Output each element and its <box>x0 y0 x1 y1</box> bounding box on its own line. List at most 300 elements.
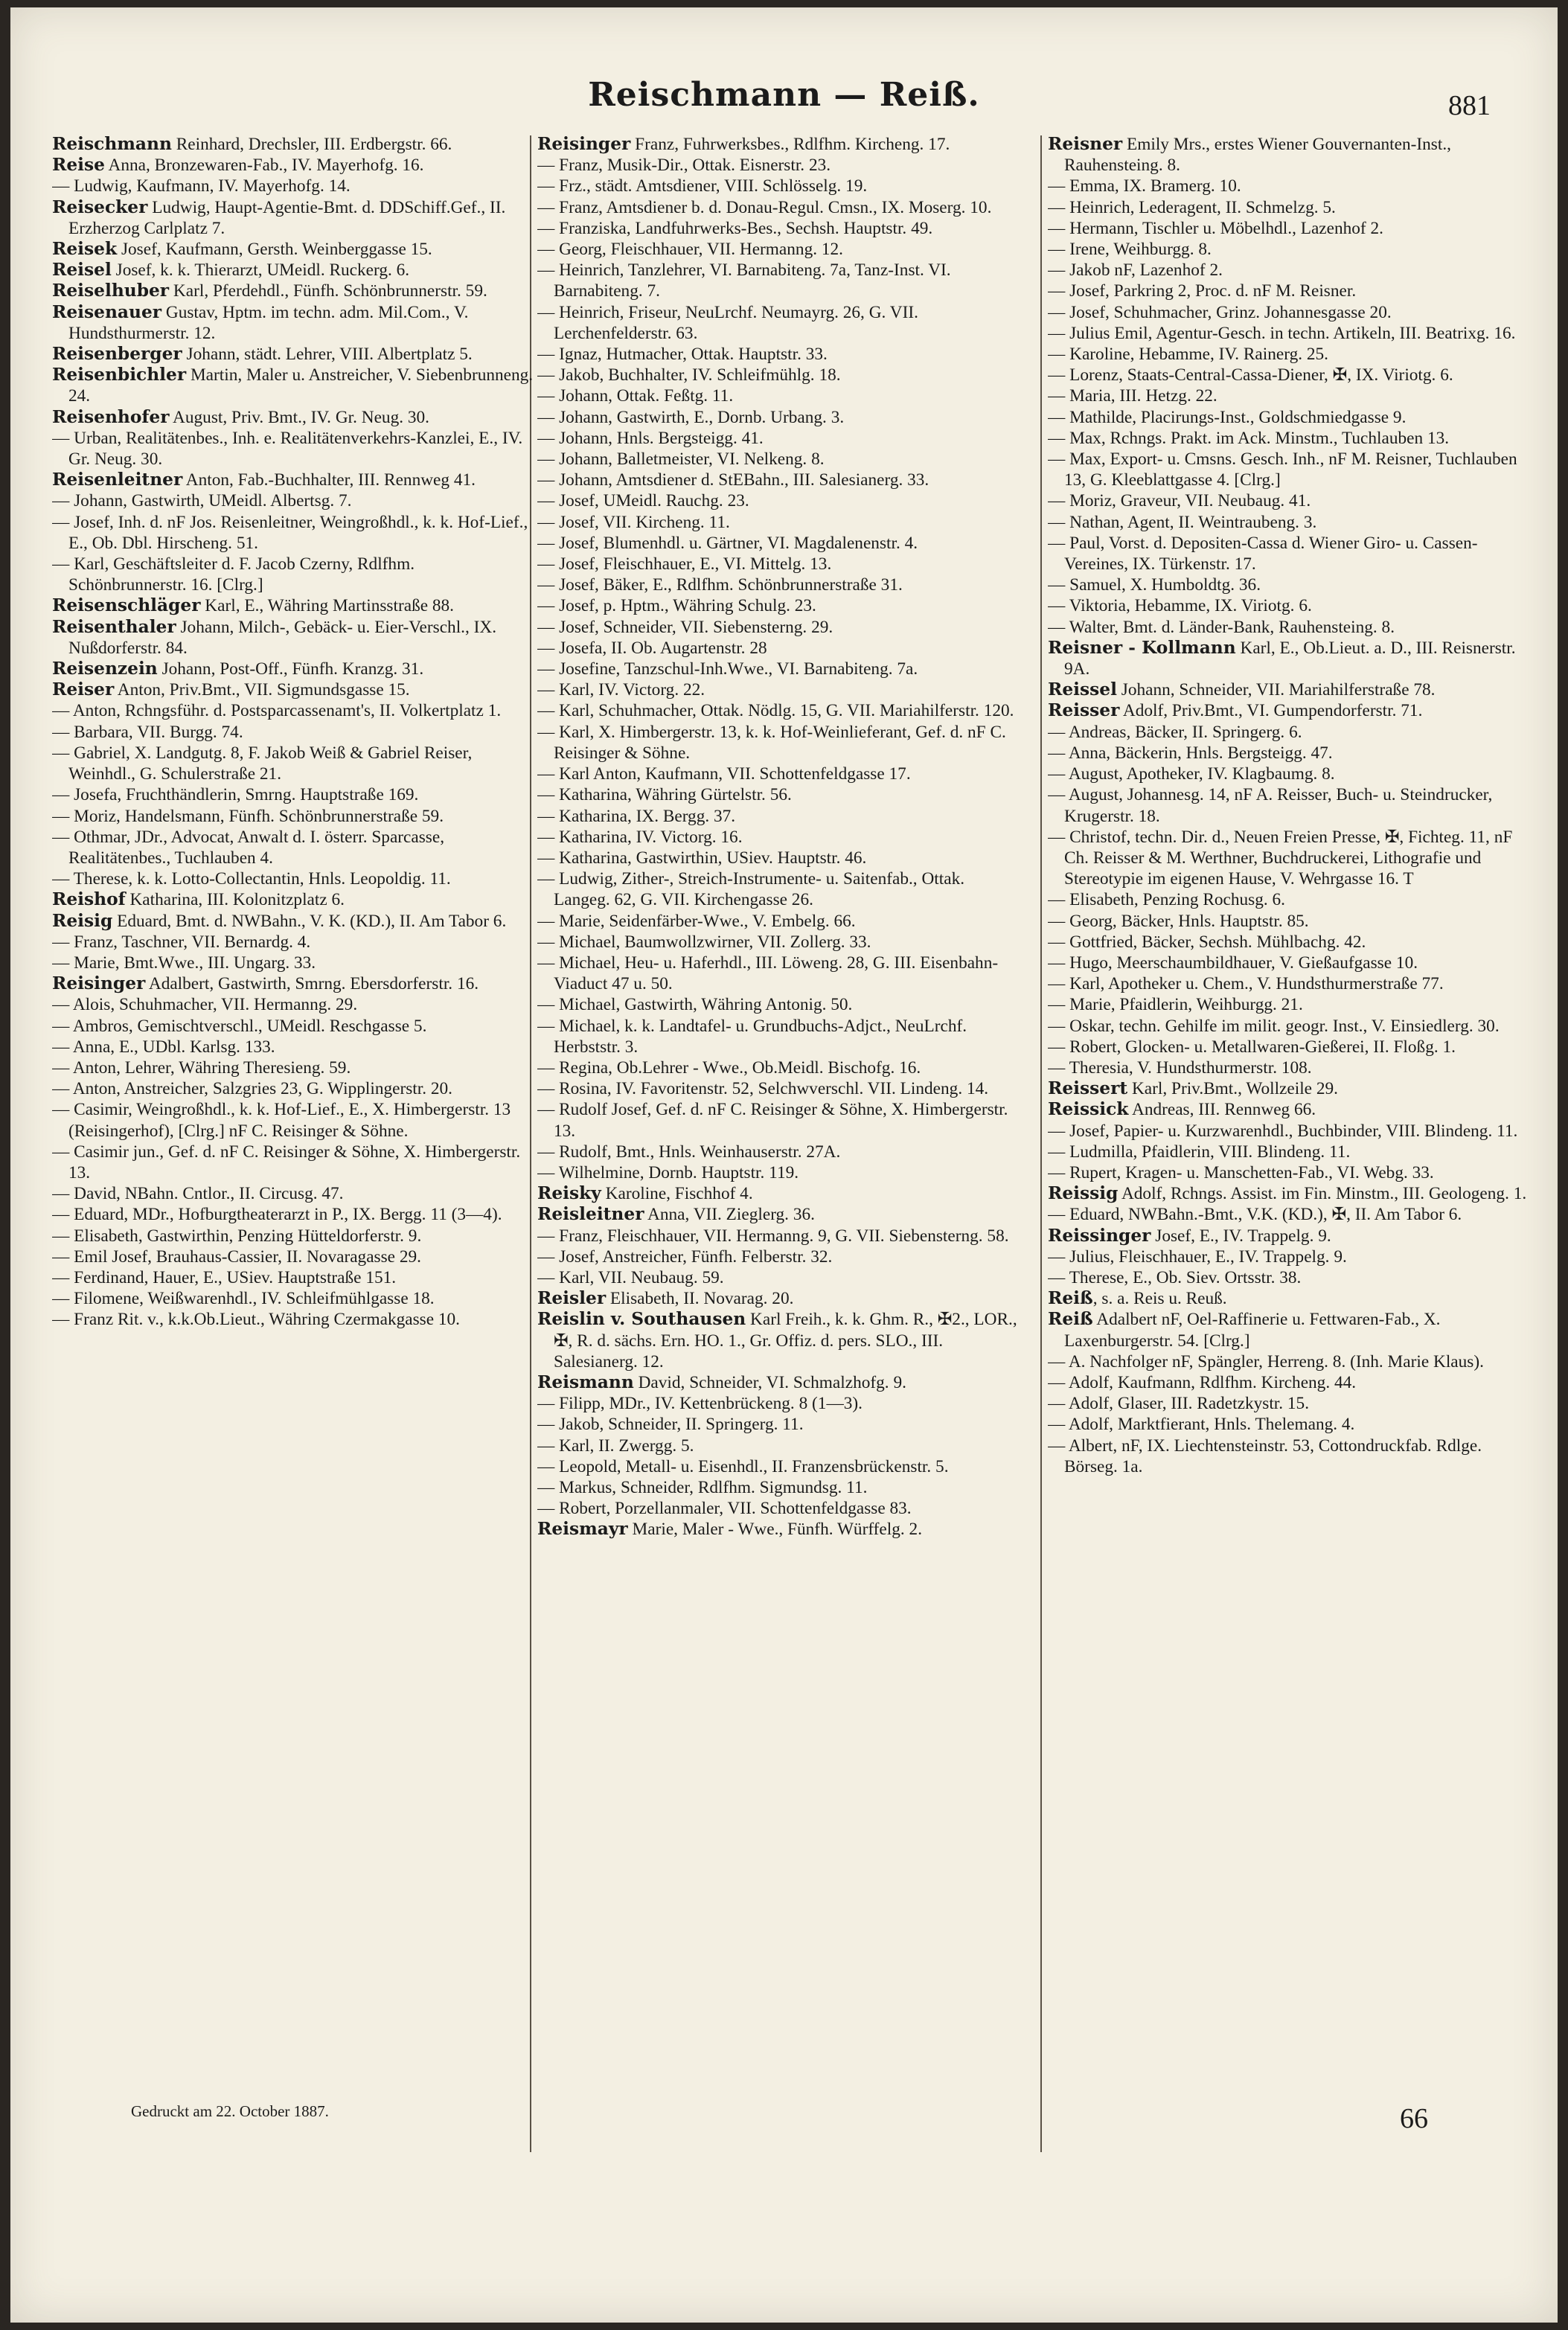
entry-surname: Reishof <box>52 889 126 910</box>
entry-surname: Reiselhuber <box>52 281 170 301</box>
directory-entry <box>537 490 1021 511</box>
directory-entry <box>537 176 1021 196</box>
directory-entry <box>537 1436 1021 1456</box>
directory-entry <box>52 470 536 490</box>
directory-entry <box>537 1226 1021 1246</box>
entry-details: — Josef, Anstreicher, Fünfh. Felberstr. 32. <box>537 1246 833 1267</box>
entry-details: — Katharina, IV. Victorg. 16. <box>537 827 743 847</box>
entry-details: — Ignaz, Hutmacher, Ottak. Hauptstr. 33. <box>537 345 828 365</box>
entry-details: Anton, Fab.-Buchhalter, III. Rennweg 41. <box>182 470 476 490</box>
entry-details: — Oskar, techn. Gehilfe im milit. geogr. Inst., V. Einsiedlerg. 30. <box>1048 1016 1500 1036</box>
directory-entry <box>52 490 536 511</box>
entry-surname: Reisig <box>52 910 113 931</box>
directory-entry <box>52 1037 536 1057</box>
directory-entry <box>1048 449 1532 490</box>
entry-details: — A. Nachfolger nF, Spängler, Herreng. 8. (Inh. Marie Klaus). <box>1048 1351 1484 1372</box>
entry-details: — Karl Anton, Kaufmann, VII. Schottenfeldgasse 17. <box>537 764 911 784</box>
directory-entry <box>537 385 1021 406</box>
entry-surname: Reiser <box>52 679 115 700</box>
directory-entry <box>1048 911 1532 932</box>
directory-entry <box>537 512 1021 533</box>
entry-details: — Georg, Bäcker, Hnls. Hauptstr. 85. <box>1048 911 1309 931</box>
entry-details: — Karl, Apotheker u. Chem., V. Hundsthurmerstraße 77. <box>1048 974 1444 994</box>
entry-details: Andreas, III. Rennweg 66. <box>1128 1100 1316 1120</box>
entry-surname: Reislin v. Southausen <box>537 1309 746 1330</box>
directory-entry <box>537 911 1021 932</box>
entry-details: — Eduard, NWBahn.-Bmt., V.K. (KD.), ✠, II. Am Tabor 6. <box>1048 1205 1462 1225</box>
entry-details: — Jakob nF, Lazenhof 2. <box>1048 260 1223 281</box>
directory-entry <box>537 1477 1021 1498</box>
directory-entry <box>52 1288 536 1309</box>
entry-details: — Filipp, MDr., IV. Kettenbrückeng. 8 (1—3). <box>537 1394 863 1414</box>
directory-entry <box>537 554 1021 575</box>
directory-entry <box>537 1246 1021 1267</box>
directory-entry <box>1048 281 1532 301</box>
entry-details: — Max, Export- u. Cmsns. Gesch. Inh., nF M. Reisner, Tuchlauben 13, G. Kleeblattgasse 4. [Clrg.] <box>1048 449 1517 490</box>
entry-details: — Johann, Amtsdiener d. StEBahn., III. Salesianerg. 33. <box>537 470 929 490</box>
directory-entry <box>52 302 536 344</box>
entry-surname: Reisenleitner <box>52 470 183 490</box>
entry-details: — Johann, Gastwirth, E., Dornb. Urbang. 3. <box>537 407 845 427</box>
directory-entry <box>1048 1309 1532 1351</box>
entry-details: — August, Apotheker, IV. Klagbaumg. 8. <box>1048 764 1335 784</box>
entry-details: — Josef, Schuhmacher, Grinz. Johannesgasse 20. <box>1048 302 1392 322</box>
directory-entry <box>52 994 536 1015</box>
directory-entry <box>537 428 1021 449</box>
directory-entry <box>52 784 536 805</box>
entry-details: — Max, Rchngs. Prakt. im Ack. Minstm., Tuchlauben 13. <box>1048 428 1450 448</box>
entry-details: — Josef, UMeidl. Rauchg. 23. <box>537 491 749 511</box>
directory-entry <box>1048 743 1532 764</box>
entry-details: Johann, Post-Off., Fünfh. Kranzg. 31. <box>157 659 424 679</box>
entry-details: — Karl, X. Himbergerstr. 13, k. k. Hof-Weinlieferant, Gef. d. nF C. Reisinger & Söhne. <box>537 722 1006 763</box>
entry-surname: Reisinger <box>537 134 631 154</box>
entry-details: Reinhard, Drechsler, III. Erdbergstr. 66. <box>171 135 452 154</box>
directory-entry <box>537 1204 1021 1225</box>
entry-surname: Reissel <box>1048 679 1117 700</box>
entry-details: — Karoline, Hebamme, IV. Rainerg. 25. <box>1048 345 1328 365</box>
directory-entry <box>52 911 536 932</box>
directory-entry <box>52 155 536 176</box>
directory-entry <box>1048 784 1532 826</box>
directory-entry <box>1048 827 1532 890</box>
entry-details: Eduard, Bmt. d. NWBahn., V. K. (KD.), II. Am Tabor 6. <box>112 911 507 931</box>
entry-details: Adolf, Priv.Bmt., VI. Gumpendorferstr. 71. <box>1119 701 1423 721</box>
entry-details: — Michael, Baumwollzwirner, VII. Zollerg. 33. <box>537 932 871 952</box>
entry-details: — Mathilde, Placirungs-Inst., Goldschmiedgasse 9. <box>1048 407 1407 427</box>
entry-surname: Reisel <box>52 260 112 281</box>
directory-entry <box>537 1288 1021 1309</box>
entry-surname: Reismayr <box>537 1519 628 1540</box>
directory-entry <box>52 973 536 994</box>
entry-details: — Josef, Bäker, E., Rdlfhm. Schönbrunnerstraße 31. <box>537 575 903 595</box>
directory-entry <box>1048 1436 1532 1477</box>
directory-entry <box>537 1498 1021 1519</box>
directory-entry <box>537 1078 1021 1099</box>
entry-details: Johann, städt. Lehrer, VIII. Albertplatz 5. <box>182 345 473 365</box>
entry-details: — Karl, II. Zwergg. 5. <box>537 1436 694 1456</box>
entry-details: — Ludwig, Kaufmann, IV. Mayerhofg. 14. <box>52 176 351 196</box>
entry-details: — Albert, nF, IX. Liechtensteinstr. 53, Cottondruckfab. Rdlge. Börseg. 1a. <box>1048 1436 1482 1476</box>
entry-details: — Rudolf, Bmt., Hnls. Weinhauserstr. 27A. <box>537 1142 841 1162</box>
directory-entry <box>537 260 1021 301</box>
entry-details: Josef, k. k. Thierarzt, UMeidl. Ruckerg. 6. <box>111 260 410 281</box>
directory-entry <box>1048 1351 1532 1372</box>
directory-entry <box>52 679 536 700</box>
directory-entry <box>1048 953 1532 973</box>
directory-entry <box>537 1162 1021 1183</box>
entry-details: — Hermann, Tischler u. Möbelhdl., Lazenhof 2. <box>1048 218 1383 238</box>
entry-details: — Gabriel, X. Landgutg. 8, F. Jakob Weiß & Gabriel Reiser, Weinhdl., G. Schulerstraße 21. <box>52 743 473 784</box>
directory-entry <box>1048 617 1532 638</box>
directory-entry <box>52 953 536 973</box>
directory-entry <box>537 994 1021 1015</box>
entry-details: Ludwig, Haupt-Agentie-Bmt. d. DDSchiff.Gef., II. Erzherzog Carlplatz 7. <box>68 197 506 238</box>
entry-details: — Heinrich, Lederagent, II. Schmelzg. 5. <box>1048 197 1336 217</box>
entry-details: — Barbara, VII. Burgg. 74. <box>52 722 243 742</box>
entry-surname: Reischmann <box>52 134 172 154</box>
entry-details: — Andreas, Bäcker, II. Springerg. 6. <box>1048 722 1302 742</box>
directory-entry <box>537 659 1021 679</box>
directory-entry <box>1048 1226 1532 1246</box>
directory-entry <box>1048 533 1532 575</box>
entry-details: — Katharina, IX. Bergg. 37. <box>537 806 736 826</box>
directory-entry <box>1048 323 1532 344</box>
directory-entry <box>1048 1246 1532 1267</box>
directory-entry <box>52 428 536 470</box>
entry-details: — Georg, Fleischhauer, VII. Hermanng. 12. <box>537 240 843 260</box>
entry-details: Martin, Maler u. Anstreicher, V. Siebenbrunneng. 24. <box>68 365 534 406</box>
entry-surname: Reisenzein <box>52 659 158 679</box>
directory-entry <box>537 575 1021 595</box>
entry-details: — Alois, Schuhmacher, VII. Hermanng. 29. <box>52 995 358 1015</box>
entry-details: — Irene, Weihburgg. 8. <box>1048 240 1212 260</box>
directory-entry <box>537 1057 1021 1078</box>
directory-entry <box>1048 344 1532 365</box>
entry-details: — Julius Emil, Agentur-Gesch. in techn. Artikeln, III. Beatrixg. 16. <box>1048 323 1516 343</box>
entry-details: — Franz, Amtsdiener b. d. Donau-Regul. Cmsn., IX. Moserg. 10. <box>537 197 992 217</box>
entry-surname: Reiß <box>1048 1309 1093 1330</box>
directory-entry <box>1048 407 1532 428</box>
entry-surname: Reisleitner <box>537 1204 644 1225</box>
directory-entry <box>1048 932 1532 953</box>
directory-entry <box>52 743 536 784</box>
entry-details: — Jakob, Buchhalter, IV. Schleifmühlg. 18. <box>537 365 841 385</box>
directory-entry <box>1048 1037 1532 1057</box>
directory-entry <box>52 1309 536 1330</box>
directory-entry <box>1048 490 1532 511</box>
directory-entry <box>537 1309 1021 1372</box>
entry-surname: Reisser <box>1048 700 1120 721</box>
directory-entry <box>52 365 536 406</box>
entry-details: — Viktoria, Hebamme, IX. Viriotg. 6. <box>1048 596 1312 616</box>
directory-entry <box>1048 1204 1532 1225</box>
directory-page <box>10 7 1558 2323</box>
entry-details: — Paul, Vorst. d. Depositen-Cassa d. Wiener Giro- u. Cassen-Vereines, IX. Türkenstr. 17. <box>1048 533 1478 575</box>
entry-details: — Elisabeth, Gastwirthin, Penzing Hütteldorferstr. 9. <box>52 1226 422 1246</box>
entry-surname: Reismann <box>537 1372 634 1392</box>
entry-details: Karl, E., Ob.Lieut. a. D., III. Reisnerstr. 9A. <box>1064 638 1516 679</box>
directory-entry <box>537 764 1021 784</box>
directory-entry <box>1048 1372 1532 1393</box>
directory-entry <box>1048 1183 1532 1204</box>
entry-details: — Franz, Musik-Dir., Ottak. Eisnerstr. 23. <box>537 156 831 176</box>
directory-entry <box>52 868 536 889</box>
entry-details: — Anton, Rchngsführ. d. Postsparcassenamt's, II. Volkertplatz 1. <box>52 701 502 721</box>
entry-details: August, Priv. Bmt., IV. Gr. Neug. 30. <box>169 407 429 427</box>
entry-details: , s. a. Reis u. Reuß. <box>1092 1289 1227 1309</box>
directory-entry <box>1048 1057 1532 1078</box>
entry-details: — Ambros, Gemischtverschl., UMeidl. Reschgasse 5. <box>52 1016 427 1036</box>
entry-details: — Michael, Gastwirth, Währing Antonig. 50. <box>537 995 853 1015</box>
directory-entry <box>537 1414 1021 1435</box>
entry-surname: Reiß <box>1048 1288 1093 1309</box>
entry-details: — Karl, VII. Neubaug. 59. <box>537 1267 724 1287</box>
directory-entry <box>537 155 1021 176</box>
directory-entry <box>537 827 1021 848</box>
entry-details: — Leopold, Metall- u. Eisenhdl., II. Franzensbrückenstr. 5. <box>537 1456 949 1476</box>
directory-entry <box>1048 428 1532 449</box>
directory-entry <box>52 260 536 281</box>
entry-details: — Rupert, Kragen- u. Manschetten-Fab., VI. Webg. 33. <box>1048 1162 1434 1182</box>
entry-details: — Marie, Seidenfärber-Wwe., V. Embelg. 66. <box>537 911 856 931</box>
directory-entry <box>537 197 1021 218</box>
directory-entry <box>52 827 536 868</box>
entry-surname: Reissig <box>1048 1183 1119 1204</box>
entry-details: — Robert, Glocken- u. Metallwaren-Gießerei, II. Floßg. 1. <box>1048 1037 1456 1057</box>
entry-surname: Reisler <box>537 1288 607 1309</box>
entry-details: — Walter, Bmt. d. Länder-Bank, Rauhensteing. 8. <box>1048 617 1395 637</box>
entry-details: Anton, Priv.Bmt., VII. Sigmundsgasse 15. <box>114 680 410 700</box>
directory-entry <box>1048 1288 1532 1309</box>
entry-surname: Reisenbichler <box>52 365 187 385</box>
column-divider <box>1040 135 1042 2152</box>
directory-entry <box>52 1226 536 1246</box>
entry-details: — Theresia, V. Hundsthurmerstr. 108. <box>1048 1057 1312 1078</box>
entry-details: Karl Freih., k. k. Ghm. R., ✠2., LOR., ✠, R. d. sächs. Ern. HO. 1., Gr. Offiz. d. pers. SLO., III. Salesianerg. 12. <box>554 1310 1017 1372</box>
directory-entry <box>537 449 1021 470</box>
directory-entry <box>537 638 1021 659</box>
directory-entry <box>1048 1016 1532 1037</box>
entry-details: David, Schneider, VI. Schmalzhofg. 9. <box>633 1372 906 1392</box>
entry-details: Elisabeth, II. Novarag. 20. <box>606 1289 794 1309</box>
entry-details: — Franz, Fleischhauer, VII. Hermanng. 9, G. VII. Siebensterng. 58. <box>537 1226 1009 1246</box>
entry-details: — Ludwig, Zither-, Streich-Instrumente- u. Saitenfab., Ottak. Langeg. 62, G. VII. Kirchengasse 26. <box>537 869 965 910</box>
directory-entry <box>52 1078 536 1099</box>
entry-details: — Marie, Bmt.Wwe., III. Ungarg. 33. <box>52 953 316 973</box>
directory-entry <box>537 679 1021 700</box>
entry-details: — Josefine, Tanzschul-Inh.Wwe., VI. Barnabiteng. 7a. <box>537 659 918 679</box>
entry-details: — Anna, E., UDbl. Karlsg. 133. <box>52 1037 275 1057</box>
entry-details: — Johann, Ottak. Feßtg. 11. <box>537 386 734 406</box>
entry-surname: Reisky <box>537 1183 601 1204</box>
entry-details: — Adolf, Marktfierant, Hnls. Thelemang. 4. <box>1048 1415 1355 1435</box>
entry-details: — Michael, Heu- u. Haferhdl., III. Löweng. 28, G. III. Eisenbahn-Viaduct 47 u. 50. <box>537 953 999 994</box>
entry-details: Marie, Maler - Wwe., Fünfh. Würffelg. 2. <box>627 1520 923 1540</box>
entry-details: — Marie, Pfaidlerin, Weihburgg. 21. <box>1048 995 1303 1015</box>
entry-details: — Rosina, IV. Favoritenstr. 52, Selchwverschl. VII. Lindeng. 14. <box>537 1079 989 1099</box>
directory-entry <box>1048 575 1532 595</box>
entry-details: — Karl, Geschäftsleiter d. F. Jacob Czerny, Rdlfhm. Schönbrunnerstr. 16. [Clrg.] <box>52 554 415 595</box>
entry-details: — Eduard, MDr., Hofburgtheaterarzt in P., IX. Bergg. 11 (3—4). <box>52 1205 502 1225</box>
directory-entry <box>52 659 536 679</box>
entry-details: — Franz Rit. v., k.k.Ob.Lieut., Währing Czermakgasse 10. <box>52 1310 461 1330</box>
entry-details: — Casimir, Weingroßhdl., k. k. Hof-Lief., E., X. Himbergerstr. 13 (Reisingerhof), [Clrg.] nF C. Reisinger & Söhne. <box>52 1100 511 1141</box>
directory-entry <box>52 344 536 365</box>
entry-details: — Therese, E., Ob. Siev. Ortsstr. 38. <box>1048 1267 1302 1287</box>
directory-entry <box>52 281 536 301</box>
entry-details: Adolf, Rchngs. Assist. im Fin. Minstm., III. Geologeng. 1. <box>1118 1184 1527 1204</box>
entry-details: Josef, Kaufmann, Gersth. Weinberggasse 15. <box>117 240 432 260</box>
directory-entry <box>537 1393 1021 1414</box>
entry-surname: Reisner - Kollmann <box>1048 637 1236 658</box>
column-2 <box>537 134 1021 2166</box>
directory-entry <box>1048 889 1532 910</box>
entry-details: Karl, E., Währing Martinsstraße 88. <box>200 596 455 616</box>
entry-details: Karl, Priv.Bmt., Wollzeile 29. <box>1127 1079 1338 1099</box>
directory-entry <box>537 218 1021 239</box>
entry-details: — Katharina, Währing Gürtelstr. 56. <box>537 785 792 805</box>
page-number: 881 <box>1448 90 1491 121</box>
entry-surname: Reisinger <box>52 973 146 994</box>
directory-entry <box>1048 700 1532 721</box>
directory-entry <box>537 470 1021 490</box>
entry-surname: Reisenberger <box>52 344 182 365</box>
entry-details: — Hugo, Meerschaumbildhauer, V. Gießaufgasse 10. <box>1048 953 1418 973</box>
entry-details: — Adolf, Glaser, III. Radetzkystr. 15. <box>1048 1394 1310 1414</box>
entry-details: — David, NBahn. Cntlor., II. Circusg. 47. <box>52 1184 344 1204</box>
entry-details: — Josef, Parkring 2, Proc. d. nF M. Reisner. <box>1048 281 1357 301</box>
directory-entry <box>52 1099 536 1141</box>
entry-surname: Reissert <box>1048 1078 1128 1099</box>
entry-details: Josef, E., IV. Trappelg. 9. <box>1151 1226 1331 1246</box>
entry-details: — August, Johannesg. 14, nF A. Reisser, Buch- u. Steindrucker, Krugerstr. 18. <box>1048 785 1493 826</box>
entry-details: — Samuel, X. Humboldtg. 36. <box>1048 575 1261 595</box>
directory-entry <box>537 407 1021 428</box>
entry-details: — Ludmilla, Pfaidlerin, VIII. Blindeng. 11. <box>1048 1142 1351 1162</box>
directory-entry <box>537 533 1021 554</box>
directory-entry <box>1048 197 1532 218</box>
entry-details: Emily Mrs., erstes Wiener Gouvernanten-Inst., Rauhensteing. 8. <box>1064 135 1451 176</box>
entry-details: Anna, VII. Zieglerg. 36. <box>644 1205 815 1225</box>
entry-details: — Moriz, Handelsmann, Fünfh. Schönbrunnerstraße 59. <box>52 806 444 826</box>
entry-details: — Frz., städt. Amtsdiener, VIII. Schlösselg. 19. <box>537 176 868 196</box>
entry-details: Johann, Milch-, Gebäck- u. Eier-Verschl., IX. Nußdorferstr. 84. <box>68 617 497 658</box>
directory-entry <box>1048 1162 1532 1183</box>
directory-entry <box>1048 1099 1532 1120</box>
entry-surname: Reisecker <box>52 196 148 217</box>
directory-entry <box>537 1016 1021 1057</box>
directory-entry <box>1048 385 1532 406</box>
directory-entry <box>1048 1121 1532 1142</box>
entry-details: — Franz, Taschner, VII. Bernardg. 4. <box>52 932 311 952</box>
directory-entry <box>537 1099 1021 1141</box>
entry-details: — Karl, Schuhmacher, Ottak. Nödlg. 15, G. VII. Mariahilferstr. 120. <box>537 701 1014 721</box>
entry-details: Adalbert, Gastwirth, Smrng. Ebersdorferstr. 16. <box>145 974 479 994</box>
entry-details: — Anna, Bäckerin, Hnls. Bergsteigg. 47. <box>1048 743 1333 763</box>
directory-entry <box>537 1267 1021 1288</box>
directory-entry <box>537 722 1021 764</box>
entry-details: Adalbert nF, Oel-Raffinerie u. Fettwaren-Fab., X. Laxenburgerstr. 54. [Clrg.] <box>1064 1310 1441 1351</box>
column-3 <box>1048 134 1532 2166</box>
entry-details: — Gottfried, Bäcker, Sechsh. Mühlbachg. 42. <box>1048 932 1366 952</box>
directory-entry <box>52 1183 536 1204</box>
entry-details: — Heinrich, Friseur, NeuLrchf. Neumayrg. 26, G. VII. Lerchenfelderstr. 63. <box>537 302 918 343</box>
directory-entry <box>52 806 536 827</box>
directory-entry <box>1048 994 1532 1015</box>
directory-entry <box>52 932 536 953</box>
directory-entry <box>1048 1142 1532 1162</box>
directory-entry <box>52 617 536 659</box>
directory-entry <box>52 239 536 260</box>
directory-entry <box>537 344 1021 365</box>
entry-surname: Reisek <box>52 239 118 260</box>
directory-entry <box>52 595 536 616</box>
directory-entry <box>1048 722 1532 743</box>
directory-entry <box>1048 134 1532 176</box>
entry-surname: Reisenauer <box>52 301 162 322</box>
entry-details: — Jakob, Schneider, II. Springerg. 11. <box>537 1415 804 1435</box>
entry-details: — Wilhelmine, Dornb. Hauptstr. 119. <box>537 1162 799 1182</box>
directory-entry <box>52 1267 536 1288</box>
entry-details: — Heinrich, Tanzlehrer, VI. Barnabiteng. 7a, Tanz-Inst. VI. Barnabiteng. 7. <box>537 260 951 301</box>
entry-details: — Filomene, Weißwarenhdl., IV. Schleifmühlgasse 18. <box>52 1289 435 1309</box>
entry-details: — Therese, k. k. Lotto-Collectantin, Hnls. Leopoldig. 11. <box>52 869 451 889</box>
entry-details: — Johann, Hnls. Bergsteigg. 41. <box>537 428 764 448</box>
entry-details: — Josef, VII. Kircheng. 11. <box>537 512 730 532</box>
directory-entry <box>1048 1414 1532 1435</box>
directory-entry <box>1048 595 1532 616</box>
directory-entry <box>537 868 1021 910</box>
directory-entry <box>537 848 1021 868</box>
entry-details: Gustav, Hptm. im techn. adm. Mil.Com., V. Hundsthurmerstr. 12. <box>68 302 469 343</box>
entry-details: — Nathan, Agent, II. Weintraubeng. 3. <box>1048 512 1317 532</box>
directory-entry <box>1048 302 1532 323</box>
sheet-number: 66 <box>1400 2103 1428 2134</box>
directory-entry <box>537 932 1021 953</box>
directory-entry <box>1048 176 1532 196</box>
entry-details: — Anton, Anstreicher, Salzgries 23, G. Wipplingerstr. 20. <box>52 1079 452 1099</box>
directory-entry <box>52 722 536 743</box>
entry-details: — Elisabeth, Penzing Rochusg. 6. <box>1048 890 1286 910</box>
entry-surname: Reisenhofer <box>52 406 170 427</box>
entry-details: — Josefa, II. Ob. Augartenstr. 28 <box>537 638 767 658</box>
entry-surname: Reise <box>52 155 105 176</box>
directory-entry <box>1048 1393 1532 1414</box>
directory-entry <box>537 1183 1021 1204</box>
entry-details: — Lorenz, Staats-Central-Cassa-Diener, ✠, IX. Viriotg. 6. <box>1048 365 1453 385</box>
directory-entry <box>1048 638 1532 679</box>
entry-details: — Moriz, Graveur, VII. Neubaug. 41. <box>1048 491 1311 511</box>
entry-surname: Reissinger <box>1048 1225 1151 1246</box>
directory-entry <box>537 806 1021 827</box>
directory-entry <box>1048 973 1532 994</box>
entry-details: — Katharina, Gastwirthin, USiev. Hauptstr. 46. <box>537 848 867 868</box>
entry-details: Johann, Schneider, VII. Mariahilferstraße 78. <box>1116 680 1436 700</box>
entry-details: Anna, Bronzewaren-Fab., IV. Mayerhofg. 16. <box>104 156 424 176</box>
entry-details: Franz, Fuhrwerksbes., Rdlfhm. Kircheng. 17. <box>630 135 950 154</box>
entry-surname: Reisenthaler <box>52 616 176 637</box>
directory-entry <box>537 700 1021 721</box>
directory-entry <box>537 134 1021 155</box>
page-title: Reischmann — Reiß. <box>588 76 980 114</box>
directory-entry <box>537 1456 1021 1477</box>
entry-details: — Emma, IX. Bramerg. 10. <box>1048 176 1241 196</box>
directory-entry <box>1048 239 1532 260</box>
entry-details: — Franziska, Landfuhrwerks-Bes., Sechsh. Hauptstr. 49. <box>537 218 933 238</box>
directory-entry <box>1048 764 1532 784</box>
directory-entry <box>1048 1267 1532 1288</box>
